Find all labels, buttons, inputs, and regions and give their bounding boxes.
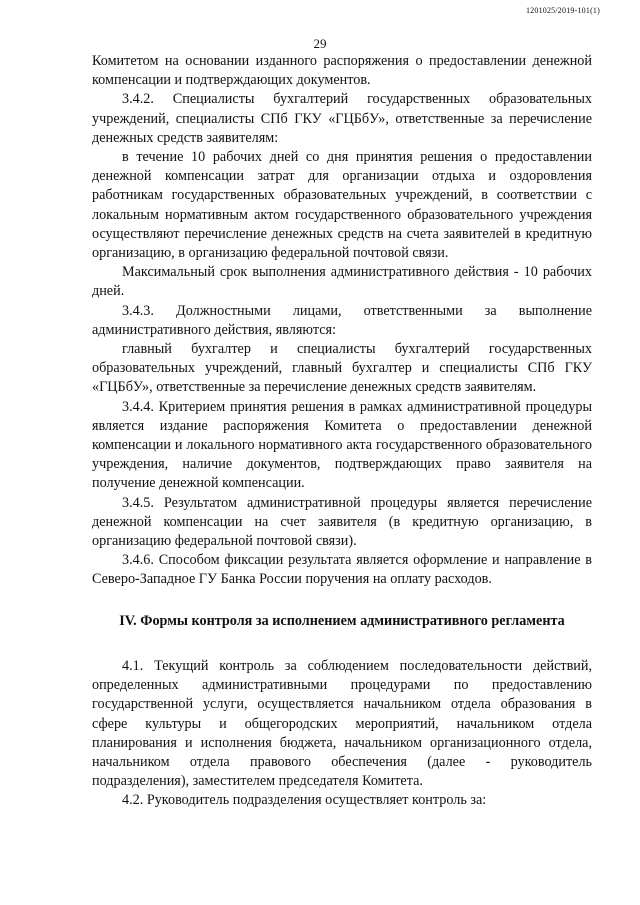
paragraph: Комитетом на основании изданного распоряжения о предоставлении денежной компенсации и подтверждающих документов. [92, 53, 592, 89]
paragraph: 4.2. Руководитель подразделения осуществляет контроль за: [122, 792, 487, 809]
paragraph: 4.1. Текущий контроль за соблюдением последовательности действий, определенных административными процедурами по предоставлению государственной услуги, осуществляется начальником отдела образования в сфере культуры и общегородских мероприятий, начальником отдела планирования и исполнения бюджета, начальником организационного отдела, начальником отдела правового обеспечения (далее - руководитель подразделения), заместителем председателя Комитета. [92, 657, 592, 790]
paragraph: главный бухгалтер и специалисты бухгалтерий государственных образовательных учреждений, главный бухгалтер и специалисты СПб ГКУ «ГЦБбУ», ответственные за перечисление денежных средств заявителям. [92, 341, 592, 396]
document-id: 1201025/2019-101(1) [525, 6, 600, 15]
paragraph: 3.4.2. Специалисты бухгалтерий государственных образовательных учреждений, специалисты СПб ГКУ «ГЦБбУ», ответственные за перечисление денежных средств заявителям: [92, 91, 592, 146]
paragraph: 3.4.5. Результатом административной процедуры является перечисление денежной компенсации на счет заявителя (в кредитную организацию, в организацию федеральной почтовой связи). [92, 494, 592, 550]
paragraph: 3.4.3. Должностными лицами, ответственными за выполнение административного действия, являются: [92, 302, 592, 338]
page-number: 29 [313, 36, 327, 51]
paragraph: 3.4.4. Критерием принятия решения в рамках административной процедуры является издание распоряжения Комитета о предоставлении денежной компенсации и локального нормативного акта государственного образовательного учреждения, наличие документов, подтверждающих право заявителя на получение денежной компенсации. [92, 398, 592, 492]
document-body [92, 52, 592, 811]
paragraph: в течение 10 рабочих дней со дня принятия решения о предоставлении денежной компенсации затрат для организации отдыха и оздоровления работникам государственных образовательных учреждений, в соответствии с локальным нормативным актом государственного образовательного учреждения осуществляют перечисление денежных средств на счета заявителей в кредитную организацию, в организацию федеральной почтовой связи. [92, 149, 592, 262]
paragraph: Максимальный срок выполнения административного действия - 10 рабочих дней. [92, 264, 592, 300]
section-heading: IV. Формы контроля за исполнением административного регламента [119, 612, 565, 629]
paragraph: 3.4.6. Способом фиксации результата является оформление и направление в Северо-Западное ГУ Банка России поручения на оплату расходов. [92, 552, 592, 588]
